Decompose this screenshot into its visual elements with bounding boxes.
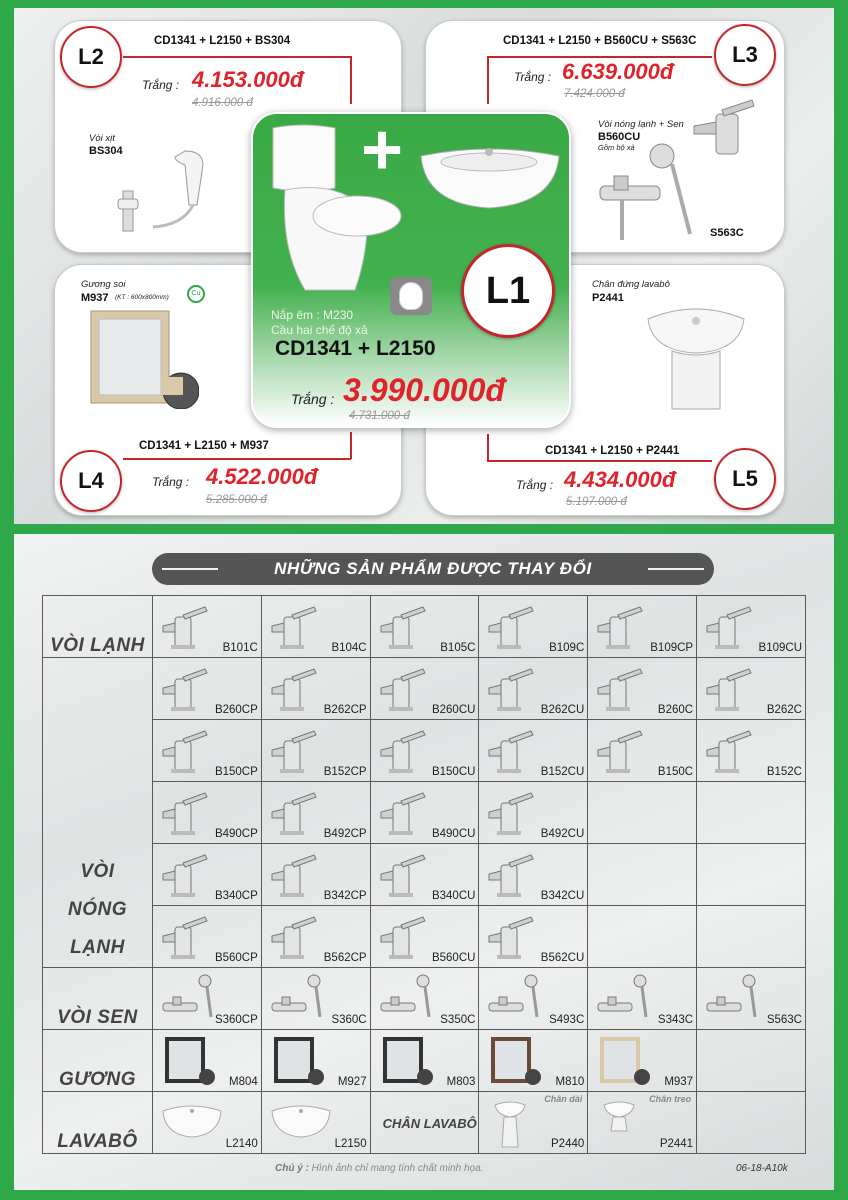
shower-thumb-icon: [161, 973, 223, 1025]
plus-sign: +: [361, 112, 404, 190]
badge-l2: L2: [60, 26, 122, 88]
product-cell: [479, 906, 588, 968]
l5-combo: CD1341 + L2150 + P2441: [545, 445, 680, 457]
soft-close-seat-icon: [390, 277, 432, 315]
product-cell: [152, 1092, 261, 1154]
l2-price: 4.153.000đ: [192, 67, 304, 92]
row-voi-nong-lanh-2: [43, 720, 806, 782]
faucet-thumb-icon: [270, 911, 332, 963]
row-voi-nong-lanh-1: [43, 658, 806, 720]
row-guong: [43, 1030, 806, 1092]
row-voi-nong-lanh-4: [43, 844, 806, 906]
pedestal-thumb-icon: [596, 1097, 658, 1149]
product-cell: [697, 596, 806, 658]
product-code: S350C: [440, 1014, 476, 1026]
faucet-thumb-icon: [161, 601, 223, 653]
l2-item-code: BS304: [89, 145, 123, 157]
product-code: S360CP: [214, 1014, 258, 1026]
l4-price: 4.522.000đ: [206, 464, 318, 489]
product-cell: [370, 844, 479, 906]
l1-line2: Cầu hai chế độ xả: [271, 323, 368, 337]
document-id: 06-18-A10k: [736, 1163, 788, 1174]
product-cell: [370, 782, 479, 844]
product-code: B490CP: [214, 828, 258, 840]
product-cell: [370, 906, 479, 968]
l5-old-price: 5.197.000 đ: [566, 496, 627, 508]
product-code: B109C: [549, 642, 585, 654]
category-voi-lanh: VÒI LẠNH: [43, 596, 153, 658]
l1-line1: Nắp êm : M230: [271, 308, 354, 322]
l3-item-label: Vòi nóng lạnh + Sen: [598, 119, 684, 130]
product-code: B152CP: [323, 766, 367, 778]
product-code: B109CU: [758, 642, 802, 654]
product-code: B150CP: [214, 766, 258, 778]
shower-thumb-icon: [705, 973, 767, 1025]
l3-combo: CD1341 + L2150 + B560CU + S563C: [503, 35, 697, 47]
empty-cell: [697, 1030, 806, 1092]
l5-item-code: P2441: [592, 292, 624, 304]
l4-item-code: M937: [81, 292, 109, 304]
chan-dai-caption: Chân dài: [544, 1094, 583, 1104]
basin-thumb-icon: [270, 1097, 332, 1149]
product-cell: [588, 968, 697, 1030]
product-code: B342CU: [540, 890, 585, 902]
faucet-shower-icon: [592, 96, 772, 246]
product-code: B152CU: [540, 766, 585, 778]
product-code: B260CP: [214, 704, 258, 716]
banner-title: NHỮNG SẢN PHẨM ĐƯỢC THAY ĐỔI: [274, 559, 592, 578]
empty-cell: [588, 844, 697, 906]
product-cell: [261, 1030, 370, 1092]
product-cell: [152, 596, 261, 658]
basin-thumb-icon: [161, 1097, 223, 1149]
l5-item-label: Chân đứng lavabô: [592, 279, 670, 290]
l2-combo: CD1341 + L2150 + BS304: [154, 35, 291, 47]
row-lavabo: [43, 1092, 806, 1154]
faucet-thumb-icon: [487, 601, 549, 653]
l4-item-label: Gương soi: [81, 279, 126, 290]
product-cell: [261, 1092, 370, 1154]
combo-card-l1: [251, 112, 571, 428]
product-code: B260CU: [431, 704, 476, 716]
product-code: B260C: [657, 704, 694, 716]
footnote: Chú ý : Hình ảnh chỉ mang tính chất minh họa.: [275, 1163, 484, 1174]
category-voi-nong-lanh: VÒI NÓNG LẠNH: [43, 658, 153, 968]
wash-basin-icon: [417, 142, 563, 212]
product-cell: [697, 720, 806, 782]
product-cell: [697, 968, 806, 1030]
product-cell: [479, 1030, 588, 1092]
badge-l4: L4: [60, 450, 122, 512]
faucet-thumb-icon: [596, 663, 658, 715]
product-cell: [152, 658, 261, 720]
l4-item-size: (KT : 600x800mm): [115, 294, 169, 301]
pedestal-thumb-icon: [487, 1097, 549, 1149]
product-cell: [370, 1030, 479, 1092]
l1-trang: Trắng :: [291, 391, 335, 407]
shower-thumb-icon: [270, 973, 332, 1025]
faucet-thumb-icon: [270, 725, 332, 777]
l4-old-price: 5.285.000 đ: [206, 494, 267, 506]
faucet-thumb-icon: [161, 663, 223, 715]
product-code: S493C: [549, 1014, 585, 1026]
product-code: B560CU: [431, 952, 476, 964]
mirror-thumb-icon: [379, 1035, 441, 1087]
row-voi-nong-lanh-5: [43, 906, 806, 968]
cu-badge: Cu: [187, 285, 205, 303]
product-code: M810: [555, 1076, 585, 1088]
product-code: S563C: [766, 1014, 802, 1026]
product-code: B560CP: [214, 952, 258, 964]
product-code: S360C: [331, 1014, 367, 1026]
product-cell: [261, 906, 370, 968]
product-cell: [261, 968, 370, 1030]
l2-old-price: 4.916.000 đ: [192, 97, 253, 109]
row-voi-nong-lanh-3: [43, 782, 806, 844]
faucet-thumb-icon: [270, 787, 332, 839]
l2-item-label: Vòi xịt: [89, 133, 115, 144]
faucet-thumb-icon: [161, 725, 223, 777]
product-code: P2440: [551, 1138, 585, 1150]
product-cell: [152, 906, 261, 968]
product-cell: [479, 720, 588, 782]
product-code: B150C: [657, 766, 694, 778]
product-code: S343C: [657, 1014, 694, 1026]
product-code: M927: [337, 1076, 367, 1088]
product-code: P2441: [659, 1138, 694, 1150]
l5-price: 4.434.000đ: [564, 467, 676, 492]
product-table: [42, 595, 806, 1154]
product-cell: [479, 968, 588, 1030]
faucet-thumb-icon: [161, 911, 223, 963]
product-cell: [370, 596, 479, 658]
faucet-thumb-icon: [705, 663, 767, 715]
l5-trang: Trắng :: [516, 478, 554, 492]
badge-l1: L1: [461, 244, 555, 338]
chan-lavabo-label: CHÂN LAVABÔ: [382, 1116, 477, 1131]
product-cell: [261, 596, 370, 658]
category-lavabo: LAVABÔ: [43, 1092, 153, 1154]
empty-cell: [697, 906, 806, 968]
product-code: B340CU: [431, 890, 476, 902]
category-guong: GƯƠNG: [43, 1030, 153, 1092]
l3-old-price: 7.424.000 đ: [564, 88, 625, 100]
product-code: B152C: [766, 766, 802, 778]
product-code: B342CP: [323, 890, 367, 902]
section-banner: [152, 553, 714, 585]
product-code: B101C: [222, 642, 258, 654]
faucet-thumb-icon: [270, 663, 332, 715]
product-cell: [697, 658, 806, 720]
faucet-thumb-icon: [270, 601, 332, 653]
shower-thumb-icon: [379, 973, 441, 1025]
mirror-thumb-icon: [161, 1035, 223, 1087]
product-cell: [479, 1092, 588, 1154]
mirror-thumb-icon: [596, 1035, 658, 1087]
faucet-thumb-icon: [161, 849, 223, 901]
bidet-spray-icon: [115, 141, 225, 236]
faucet-thumb-icon: [270, 849, 332, 901]
empty-cell: [697, 782, 806, 844]
l1-combo: CD1341 + L2150: [275, 337, 436, 360]
product-cell: [479, 596, 588, 658]
product-code: B490CU: [431, 828, 476, 840]
product-code: B150CU: [431, 766, 476, 778]
badge-l5: L5: [714, 448, 776, 510]
badge-l3: L3: [714, 24, 776, 86]
product-cell: [588, 720, 697, 782]
product-cell: [370, 658, 479, 720]
empty-cell: [588, 906, 697, 968]
l4-combo: CD1341 + L2150 + M937: [139, 440, 269, 452]
category-voi-sen: VÒI SEN: [43, 968, 153, 1030]
mirror-thumb-icon: [270, 1035, 332, 1087]
product-cell: [370, 968, 479, 1030]
product-cell: [261, 720, 370, 782]
shower-thumb-icon: [487, 973, 549, 1025]
l4-trang: Trắng :: [152, 475, 190, 489]
l1-price: 3.990.000đ: [343, 372, 505, 408]
mirror-thumb-icon: [487, 1035, 549, 1087]
product-code: B109CP: [650, 642, 694, 654]
row-voi-sen: [43, 968, 806, 1030]
product-code: B492CP: [323, 828, 367, 840]
faucet-thumb-icon: [379, 601, 441, 653]
product-cell: [152, 844, 261, 906]
product-code: L2140: [225, 1138, 258, 1150]
empty-cell: [697, 1092, 806, 1154]
product-cell: [588, 658, 697, 720]
product-code: B105C: [440, 642, 476, 654]
l3-item-note: Gồm bộ xả: [598, 143, 635, 152]
product-code: M803: [446, 1076, 476, 1088]
product-code: B262C: [766, 704, 802, 716]
faucet-thumb-icon: [596, 725, 658, 777]
product-cell: [261, 658, 370, 720]
product-code: L2150: [334, 1138, 367, 1150]
product-cell: [261, 782, 370, 844]
product-cell: [152, 968, 261, 1030]
product-code: B262CU: [540, 704, 585, 716]
product-cell: [152, 1030, 261, 1092]
l3-item-code2: S563C: [710, 227, 744, 239]
product-cell: [588, 1092, 697, 1154]
product-cell: [479, 658, 588, 720]
product-cell: [261, 844, 370, 906]
product-code: M937: [664, 1076, 694, 1088]
l3-price: 6.639.000đ: [562, 59, 674, 84]
product-cell: [152, 782, 261, 844]
row-voi-lanh: [43, 596, 806, 658]
empty-cell: [697, 844, 806, 906]
l3-item-code: B560CU: [598, 131, 641, 143]
product-code: B340CP: [214, 890, 258, 902]
faucet-thumb-icon: [705, 725, 767, 777]
l2-trang: Trắng :: [142, 78, 180, 92]
product-cell: [370, 720, 479, 782]
chan-treo-caption: Chân treo: [649, 1094, 692, 1104]
chan-lavabo-label-cell: [370, 1092, 479, 1154]
empty-cell: [588, 782, 697, 844]
product-cell: [479, 782, 588, 844]
product-cell: [588, 1030, 697, 1092]
l1-old-price: 4.731.000 đ: [349, 410, 410, 422]
product-cell: [479, 844, 588, 906]
product-code: M804: [229, 1076, 258, 1088]
product-cell: [152, 720, 261, 782]
product-code: B262CP: [323, 704, 367, 716]
faucet-thumb-icon: [596, 601, 658, 653]
product-code: B562CP: [323, 952, 367, 964]
product-code: B492CU: [540, 828, 585, 840]
product-code: B562CU: [540, 952, 585, 964]
shower-thumb-icon: [596, 973, 658, 1025]
pedestal-basin-icon: [642, 305, 752, 415]
mirror-icon: [89, 309, 199, 409]
product-cell: [588, 596, 697, 658]
product-code: B104C: [331, 642, 367, 654]
l3-trang: Trắng :: [514, 70, 552, 84]
faucet-thumb-icon: [161, 787, 223, 839]
